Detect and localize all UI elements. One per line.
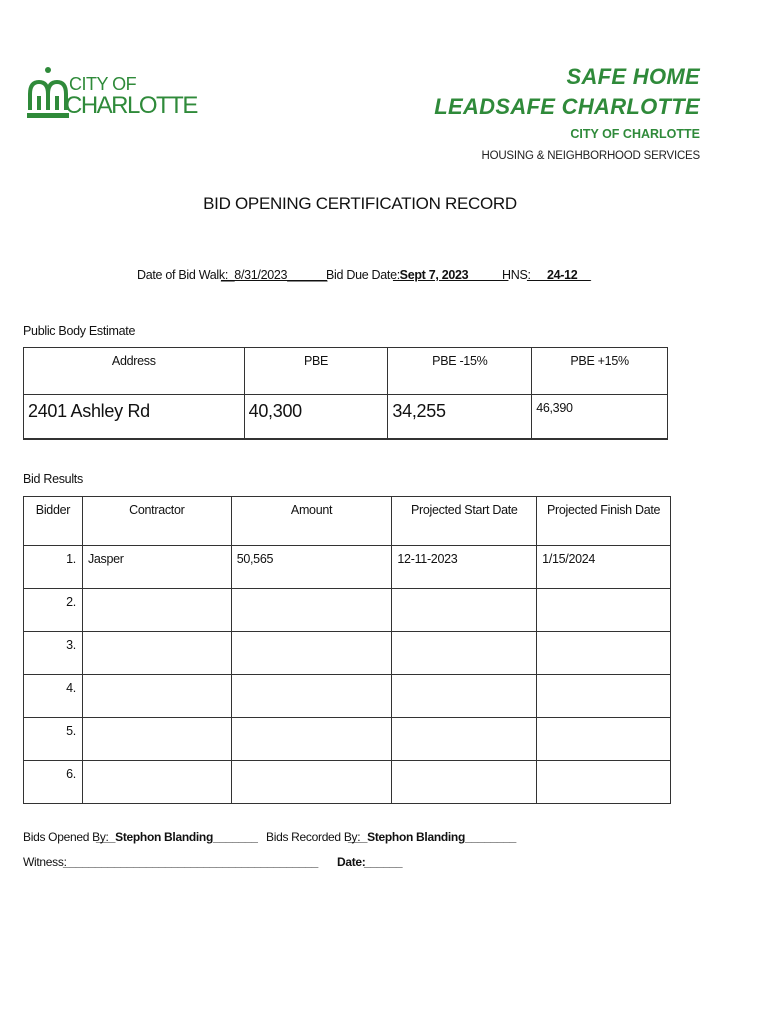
bid-amount: 50,565	[231, 546, 392, 589]
bid-finish-date	[537, 632, 671, 675]
bid-number: 4.	[24, 675, 83, 718]
bid-row	[24, 675, 671, 718]
bid-results-label: Bid Results	[23, 472, 83, 486]
bid-row	[24, 718, 671, 761]
header-city: CITY OF CHARLOTTE	[570, 127, 700, 141]
bid-finish-date	[537, 761, 671, 804]
pbe-header-minus15: PBE -15%	[388, 348, 532, 395]
bids-recorded-label: Bids Recorded By:	[266, 830, 361, 844]
pbe-address: 2401 Ashley Rd	[24, 395, 245, 440]
bid-start-date: 12-11-2023	[392, 546, 537, 589]
bid-header-contractor: Contractor	[82, 497, 231, 546]
bid-number: 5.	[24, 718, 83, 761]
pbe-section-label: Public Body Estimate	[23, 324, 136, 338]
bid-contractor	[82, 675, 231, 718]
bid-row	[24, 546, 671, 589]
bid-amount	[231, 589, 392, 632]
logo-text-top: CITY OF	[69, 74, 137, 94]
pbe-minus15-value: 34,255	[388, 395, 532, 440]
bid-amount	[231, 761, 392, 804]
pbe-value: 40,300	[244, 395, 388, 440]
bid-header-amount: Amount	[231, 497, 392, 546]
bid-contractor	[82, 632, 231, 675]
bid-header-finish: Projected Finish Date	[537, 497, 671, 546]
bid-row	[24, 761, 671, 804]
pbe-table	[23, 347, 668, 440]
bid-row	[24, 589, 671, 632]
bid-due-value: _Sept 7, 2023______	[393, 268, 509, 282]
witness-value: ________________________________________	[63, 855, 318, 869]
bid-due-label: Bid Due Date:	[326, 268, 400, 282]
date-value: ______	[364, 855, 403, 869]
bid-finish-date: 1/15/2024	[537, 546, 671, 589]
bid-start-date	[392, 761, 537, 804]
bid-walk-value: __8/31/2023______	[221, 268, 328, 282]
bids-opened-value: ___Stephon Blanding_______	[96, 830, 258, 844]
hns-value: ___24-12__	[527, 268, 591, 282]
page-title: BID OPENING CERTIFICATION RECORD	[203, 194, 517, 213]
bid-contractor: Jasper	[82, 546, 231, 589]
bid-number: 3.	[24, 632, 83, 675]
bid-finish-date	[537, 675, 671, 718]
bid-header-bidder: Bidder	[24, 497, 83, 546]
city-of-charlotte-logo	[25, 64, 197, 122]
bid-row	[24, 632, 671, 675]
header-safe-home: SAFE HOME	[566, 64, 700, 89]
bid-contractor	[82, 589, 231, 632]
bid-number: 2.	[24, 589, 83, 632]
bids-recorded-value: ___Stephon Blanding________	[348, 830, 516, 844]
bids-opened-label: Bids Opened By:	[23, 830, 109, 844]
bid-finish-date	[537, 589, 671, 632]
bid-finish-date	[537, 718, 671, 761]
bid-walk-label: Date of Bid Walk:	[137, 268, 229, 282]
bid-contractor	[82, 761, 231, 804]
pbe-header-address: Address	[24, 348, 245, 395]
bid-number: 1.	[24, 546, 83, 589]
witness-label: Witness:	[23, 855, 67, 869]
bid-start-date	[392, 632, 537, 675]
date-label: Date:	[337, 855, 366, 869]
bid-amount	[231, 718, 392, 761]
bid-contractor	[82, 718, 231, 761]
bid-start-date	[392, 589, 537, 632]
bid-start-date	[392, 675, 537, 718]
bid-start-date	[392, 718, 537, 761]
pbe-header-plus15: PBE +15%	[532, 348, 668, 395]
header-leadsafe-charlotte: LEADSAFE CHARLOTTE	[434, 94, 700, 119]
bid-amount	[231, 675, 392, 718]
pbe-plus15-value: 46,390	[532, 395, 668, 440]
header-department: HOUSING & NEIGHBORHOOD SERVICES	[481, 150, 700, 162]
bid-number: 6.	[24, 761, 83, 804]
bid-results-table	[23, 496, 671, 804]
bid-header-start: Projected Start Date	[392, 497, 537, 546]
pbe-header-pbe: PBE	[244, 348, 388, 395]
logo-text-bottom: CHARLOTTE	[65, 92, 197, 119]
hns-label: HNS:	[502, 268, 531, 282]
bid-amount	[231, 632, 392, 675]
